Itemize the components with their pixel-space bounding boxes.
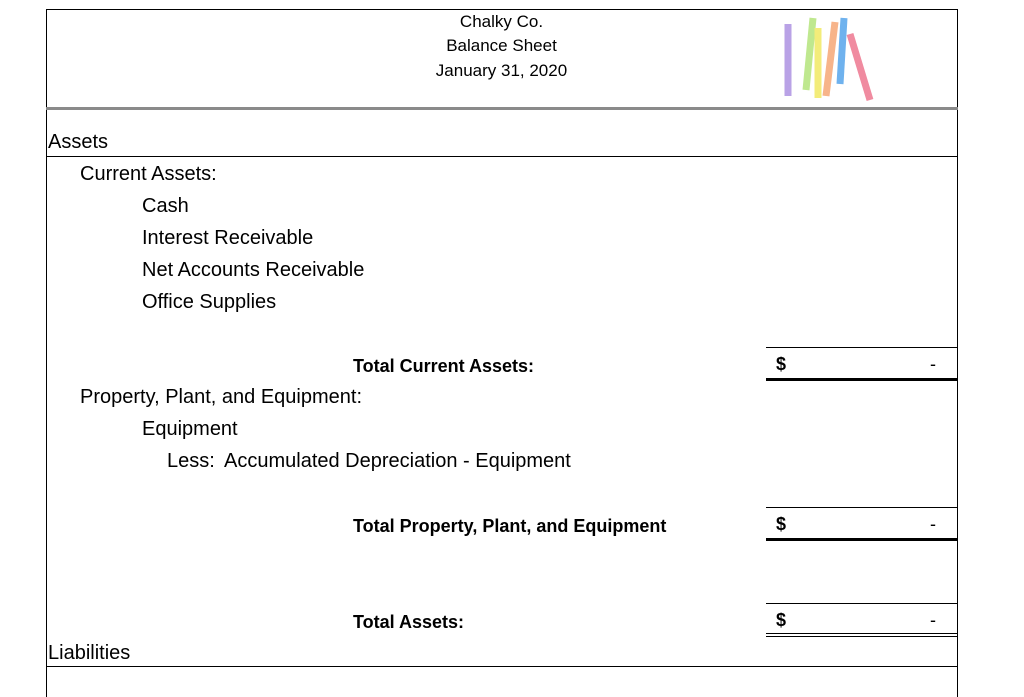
- company-name: Chalky Co.: [459, 12, 544, 31]
- total-assets-topline: [766, 603, 957, 604]
- total-current-assets-currency: $: [776, 354, 787, 374]
- less-label: Less:: [167, 450, 215, 472]
- total-ppe-topline: [766, 507, 957, 508]
- total-assets-value: -: [930, 610, 936, 630]
- total-ppe-value: -: [930, 514, 936, 534]
- total-assets-currency: $: [776, 610, 787, 630]
- line-item-net-accounts-receivable: Net Accounts Receivable: [142, 259, 365, 281]
- total-current-assets-topline: [766, 347, 957, 348]
- total-ppe-currency: $: [776, 514, 787, 534]
- current-assets-heading: Current Assets:: [80, 163, 217, 185]
- total-current-assets-label: Total Current Assets:: [353, 356, 535, 376]
- line-item-equipment: Equipment: [142, 418, 238, 440]
- total-ppe-underline: [766, 538, 957, 541]
- line-item-interest-receivable: Interest Receivable: [142, 227, 314, 249]
- line-item-office-supplies: Office Supplies: [142, 291, 277, 313]
- total-assets-label: Total Assets:: [353, 612, 465, 632]
- section-liabilities: Liabilities: [48, 642, 131, 664]
- chalk-stick-pink: [850, 34, 870, 100]
- total-assets-double-underline-1: [766, 633, 957, 634]
- chalk-stick-blue: [840, 18, 844, 84]
- sheet-border-top: [46, 9, 958, 10]
- section-assets: Assets: [48, 131, 109, 153]
- sheet-border-left: [46, 9, 47, 697]
- total-current-assets-value: -: [930, 354, 936, 374]
- line-item-accumulated-depreciation: Accumulated Depreciation - Equipment: [224, 450, 571, 472]
- total-current-assets-underline: [766, 378, 957, 381]
- chalk-stick-green: [806, 18, 813, 90]
- ppe-heading: Property, Plant, and Equipment:: [80, 386, 363, 408]
- total-ppe-label: Total Property, Plant, and Equipment: [353, 516, 667, 536]
- chalk-sticks-icon: [780, 12, 880, 104]
- total-assets-double-underline-2: [766, 636, 957, 637]
- chalk-stick-orange: [826, 22, 835, 96]
- liabilities-underline: [46, 666, 958, 667]
- sheet-border-right: [957, 9, 958, 697]
- assets-underline: [46, 156, 958, 157]
- statement-title: Balance Sheet: [446, 36, 557, 55]
- line-item-cash: Cash: [142, 195, 189, 217]
- header-separator: [46, 107, 958, 110]
- statement-date: January 31, 2020: [435, 61, 568, 80]
